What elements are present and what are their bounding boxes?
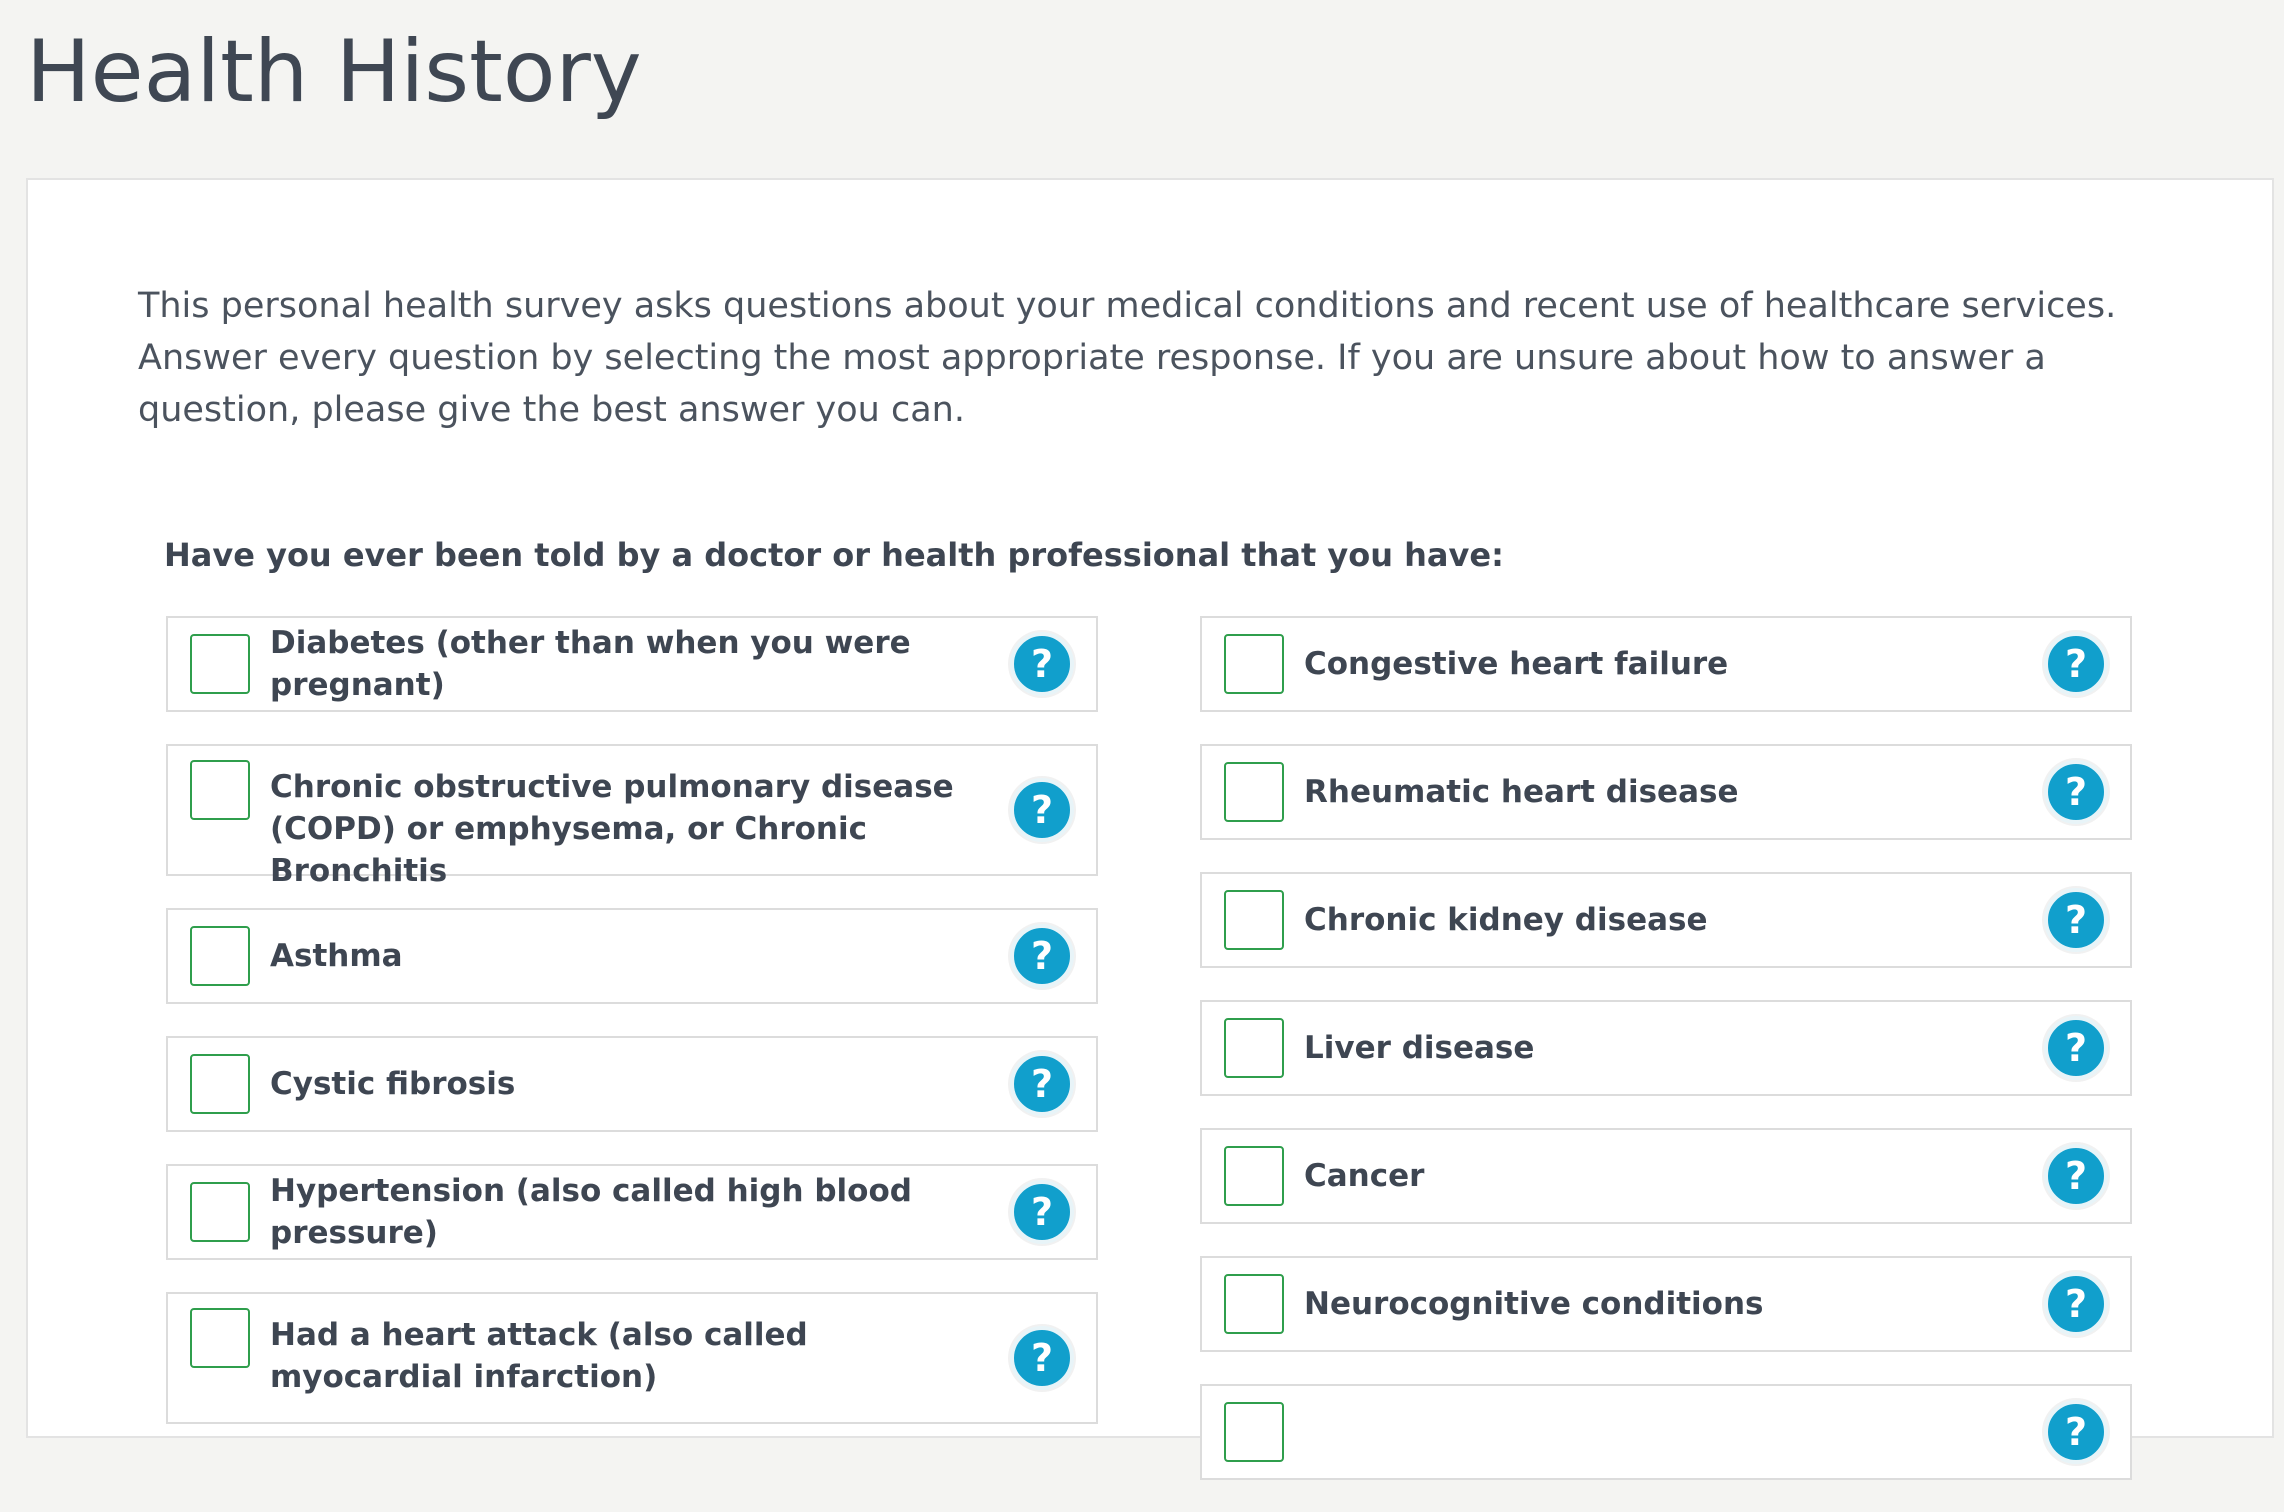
conditions-column-left <box>166 616 1098 1456</box>
condition-option-hypertension[interactable] <box>166 1164 1098 1260</box>
help-icon[interactable]: ? <box>2044 1400 2108 1464</box>
checkbox[interactable] <box>190 1054 250 1114</box>
checkbox[interactable] <box>190 1182 250 1242</box>
condition-option-neurocognitive-conditions[interactable] <box>1200 1256 2132 1352</box>
help-icon[interactable]: ? <box>2044 1016 2108 1080</box>
condition-option-partial[interactable] <box>1200 1384 2132 1480</box>
checkbox[interactable] <box>1224 1274 1284 1334</box>
checkbox[interactable] <box>190 1308 250 1368</box>
condition-label: Had a heart attack (also called myocardial infarction) <box>270 1317 808 1395</box>
help-icon[interactable]: ? <box>2044 1144 2108 1208</box>
help-icon[interactable]: ? <box>2044 888 2108 952</box>
checkbox[interactable] <box>1224 1018 1284 1078</box>
checkbox[interactable] <box>190 760 250 820</box>
condition-option-cystic-fibrosis[interactable] <box>166 1036 1098 1132</box>
condition-option-congestive-heart-failure[interactable] <box>1200 616 2132 712</box>
condition-label: Chronic obstructive pulmonary disease (COPD) or emphysema, or Chronic Bronchitis <box>270 769 954 889</box>
help-icon[interactable]: ? <box>2044 632 2108 696</box>
checkbox[interactable] <box>1224 1146 1284 1206</box>
checkbox[interactable] <box>1224 762 1284 822</box>
checkbox[interactable] <box>1224 634 1284 694</box>
question-prompt: Have you ever been told by a doctor or health professional that you have: <box>164 536 1504 574</box>
condition-option-diabetes[interactable] <box>166 616 1098 712</box>
condition-option-liver-disease[interactable] <box>1200 1000 2132 1096</box>
condition-label: Congestive heart failure <box>1304 646 1729 682</box>
condition-label: Chronic kidney disease <box>1304 902 1708 938</box>
conditions-column-right <box>1200 616 2132 1512</box>
help-icon[interactable]: ? <box>2044 1272 2108 1336</box>
condition-label: Neurocognitive conditions <box>1304 1286 1764 1322</box>
condition-label: Asthma <box>270 938 403 974</box>
page-title: Health History <box>26 22 642 122</box>
help-icon[interactable]: ? <box>1010 1326 1074 1390</box>
help-icon[interactable]: ? <box>1010 924 1074 988</box>
condition-label: Liver disease <box>1304 1030 1535 1066</box>
condition-option-copd[interactable] <box>166 744 1098 889</box>
condition-option-chronic-kidney-disease[interactable] <box>1200 872 2132 968</box>
condition-label: Diabetes (other than when you were pregnant) <box>270 625 911 703</box>
help-icon[interactable]: ? <box>1010 778 1074 842</box>
checkbox[interactable] <box>1224 890 1284 950</box>
checkbox[interactable] <box>190 926 250 986</box>
condition-option-rheumatic-heart-disease[interactable] <box>1200 744 2132 840</box>
help-icon[interactable]: ? <box>1010 632 1074 696</box>
checkbox[interactable] <box>190 634 250 694</box>
condition-option-cancer[interactable] <box>1200 1128 2132 1224</box>
condition-label: Hypertension (also called high blood pressure) <box>270 1173 912 1251</box>
condition-option-asthma[interactable] <box>166 908 1098 1004</box>
help-icon[interactable]: ? <box>1010 1180 1074 1244</box>
condition-label: Cancer <box>1304 1158 1425 1194</box>
condition-label: Rheumatic heart disease <box>1304 774 1739 810</box>
help-icon[interactable]: ? <box>2044 760 2108 824</box>
survey-intro: This personal health survey asks questions about your medical conditions and recent use of healthcare services. Answer every question by selecting the most appropriate response. If you are unsure about how to answer a question, please give the best answer you can. <box>138 286 2117 430</box>
condition-label: Cystic fibrosis <box>270 1066 516 1102</box>
condition-option-heart-attack[interactable] <box>166 1292 1098 1424</box>
help-icon[interactable]: ? <box>1010 1052 1074 1116</box>
checkbox[interactable] <box>1224 1402 1284 1462</box>
